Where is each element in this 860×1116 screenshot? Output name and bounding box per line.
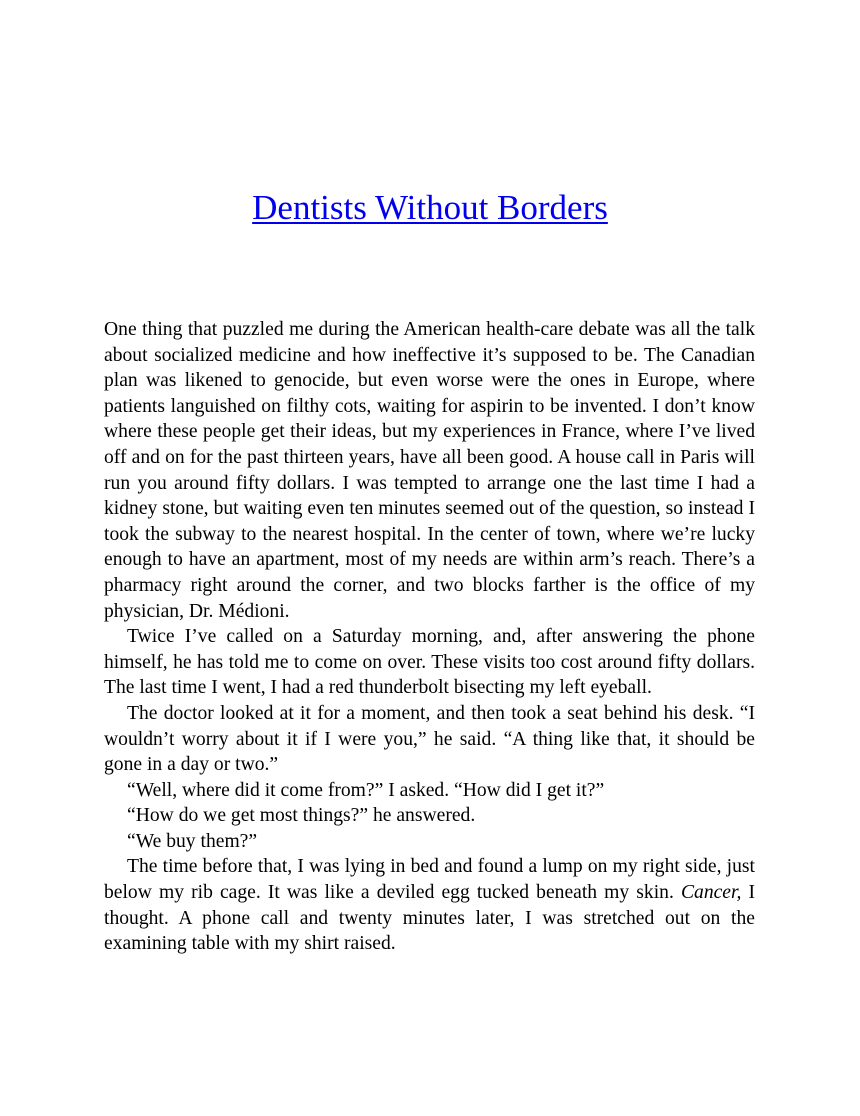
document-title — [0, 186, 860, 230]
paragraph-1: One thing that puzzled me during the American health-care debate was all the talk about socialized medicine and how ineffective it’s supposed to be. The Canadian plan was likened to genocide, but even worse were the ones in Europe, where patients languished on filthy cots, waiting for aspirin to be invented. I don’t know where these people get their ideas, but my experiences in France, where I’ve lived off and on for the past thirteen years, have all been good. A house call in Paris will run you around fifty dollars. I was tempted to arrange one the last time I had a kidney stone, but waiting even ten minutes seemed out of the question, so instead I took the subway to the nearest hospital. In the center of town, where we’re lucky enough to have an apartment, most of my needs are within arm’s reach. There’s a pharmacy right around the corner, and two blocks farther is the office of my physician, Dr. Médioni. — [104, 319, 755, 622]
paragraph-7 — [104, 854, 755, 956]
paragraph-7-start: The time before that, I was lying in bed and found a lump on my right side, just below my rib cage. It was like a deviled egg tucked beneath my skin. — [104, 856, 755, 904]
paragraph-7-emphasis: Cancer, — [680, 882, 742, 904]
paragraph-3: The doctor looked at it for a moment, and then took a seat behind his desk. “I wouldn’t worry about it if I were you,” he said. “A thing like that, it should be gone in a day or two.” — [104, 702, 755, 776]
paragraph-5: “How do we get most things?” he answered. — [127, 805, 476, 827]
paragraph-7-end: I thought. A phone call and twenty minutes later, I was stretched out on the examining table with my shirt raised. — [104, 882, 755, 955]
title-link[interactable]: Dentists Without Borders — [252, 188, 608, 227]
document-body — [104, 317, 755, 957]
paragraph-2: Twice I’ve called on a Saturday morning, and, after answering the phone himself, he has told me to come on over. These visits too cost around fifty dollars. The last time I went, I had a red thunderbolt bisecting my left eyeball. — [104, 626, 755, 699]
paragraph-4: “Well, where did it come from?” I asked. “How did I get it?” — [127, 779, 605, 801]
paragraph-6: “We buy them?” — [127, 830, 258, 852]
